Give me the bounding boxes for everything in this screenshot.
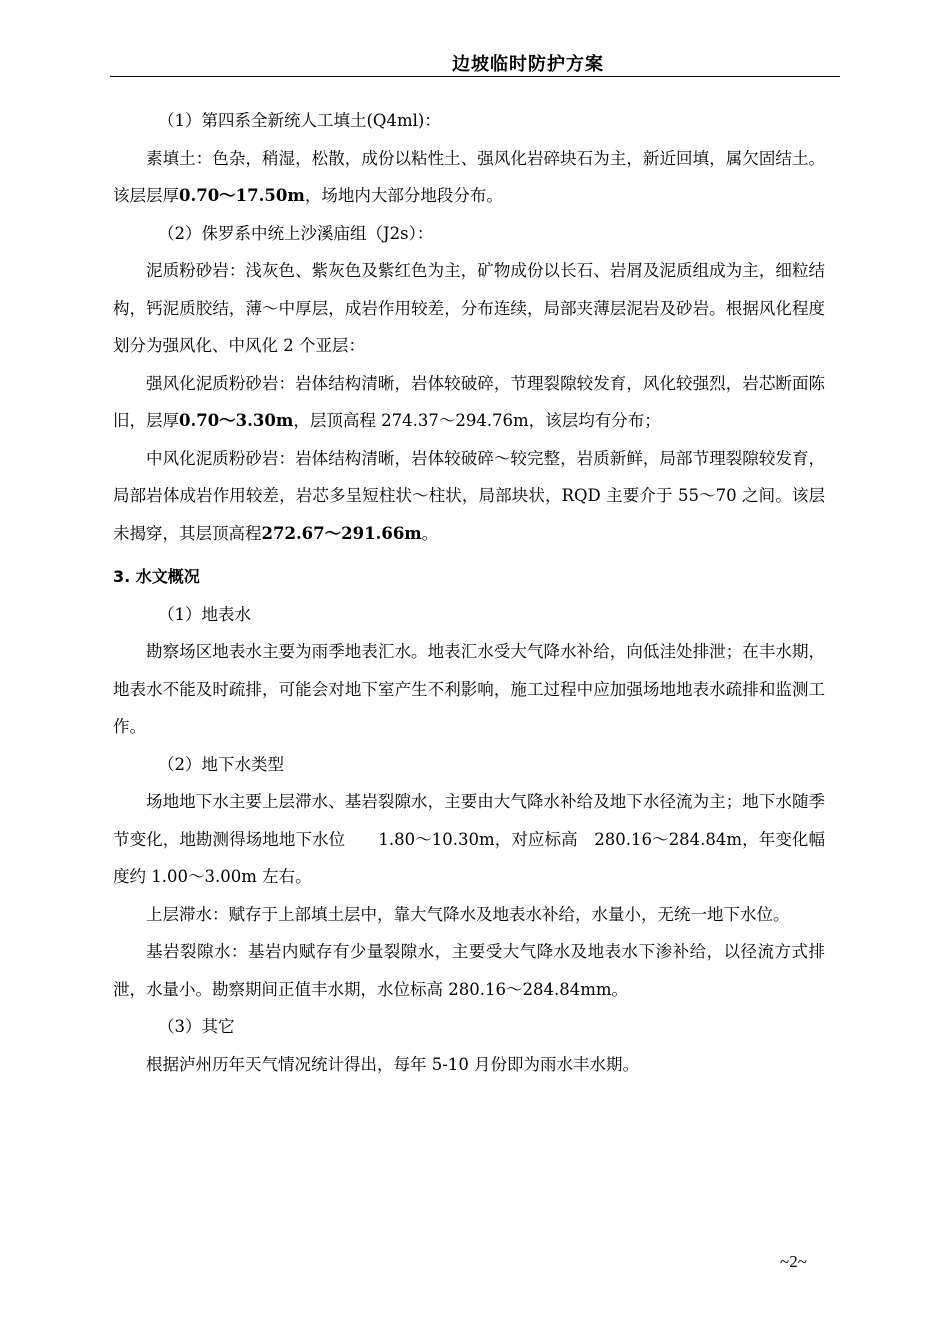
paragraph-plain-fill: 素填土：色杂，稍湿，松散，成份以粘性土、强风化岩碎块石为主，新近回填，属欠固结土。该层层厚0.70～17.50m，场地内大部分地段分布。 (113, 148, 825, 205)
subheading-surface-water: （1）地表水 (158, 604, 251, 624)
paragraph-other: 根据泸州历年天气情况统计得出，每年 5-10 月份即为雨水丰水期。 (146, 1054, 640, 1074)
subheading-other: （3）其它 (158, 1017, 235, 1036)
paragraph-strongly-weathered: 强风化泥质粉砂岩：岩体结构清晰，岩体较破碎，节理裂隙较发育，风化较强烈，岩芯断面陈旧，层厚0.70～3.30m，层顶高程 274.37～294.76m，该层均有分布； (113, 373, 825, 430)
page-number: ~2~ (780, 1252, 807, 1271)
paragraph-groundwater: 场地地下水主要上层滞水、基岩裂隙水，主要由大气降水补给及地下水径流为主；地下水随季节变化，地勘测得场地地下水位 1.80～10.30m，对应标高 280.16～284.84m，年变化幅度约 1.00～3.00m 左右。 (113, 792, 825, 886)
subheading-jurassic: （2）侏罗系中统上沙溪庙组（J2s）： (158, 223, 434, 243)
paragraph-perched-water: 上层滞水：赋存于上部填土层中，靠大气降水及地表水补给，水量小，无统一地下水位。 (146, 904, 790, 924)
subheading-groundwater-type: （2）地下水类型 (158, 754, 284, 774)
paragraph-moderately-weathered: 中风化泥质粉砂岩：岩体结构清晰，岩体较破碎～较完整，岩质新鲜，局部节理裂隙较发育，局部岩体成岩作用较差，岩芯多呈短柱状～柱状，局部块状，RQD 主要介于 55～70 之间。该层未揭穿，其层顶高程272.67～291.66m。 (113, 448, 825, 543)
header-rule (110, 76, 840, 77)
header-title: 边坡临时防护方案 (452, 54, 604, 75)
paragraph-siltstone: 泥质粉砂岩：浅灰色、紫灰色及紫红色为主，矿物成份以长石、岩屑及泥质组成为主，细粒结构，钙泥质胶结，薄～中厚层，成岩作用较差，分布连续，局部夹薄层泥岩及砂岩。根据风化程度划分为强风化、中风化 2 个亚层： (113, 261, 825, 355)
document-body (113, 102, 825, 1083)
section-heading-hydrology: 3. 水文概况 (113, 567, 200, 586)
paragraph-surface-water: 勘察场区地表水主要为雨季地表汇水。地表汇水受大气降水补给，向低洼处排泄；在丰水期，地表水不能及时疏排，可能会对地下室产生不利影响，施工过程中应加强场地地表水疏排和监测工作。 (113, 642, 825, 736)
subheading-quaternary-fill: （1）第四系全新统人工填土(Q4ml)： (158, 111, 441, 130)
paragraph-bedrock-fissure-water: 基岩裂隙水：基岩内赋存有少量裂隙水，主要受大气降水及地表水下渗补给，以径流方式排泄，水量小。勘察期间正值丰水期，水位标高 280.16～284.84mm。 (113, 942, 825, 999)
